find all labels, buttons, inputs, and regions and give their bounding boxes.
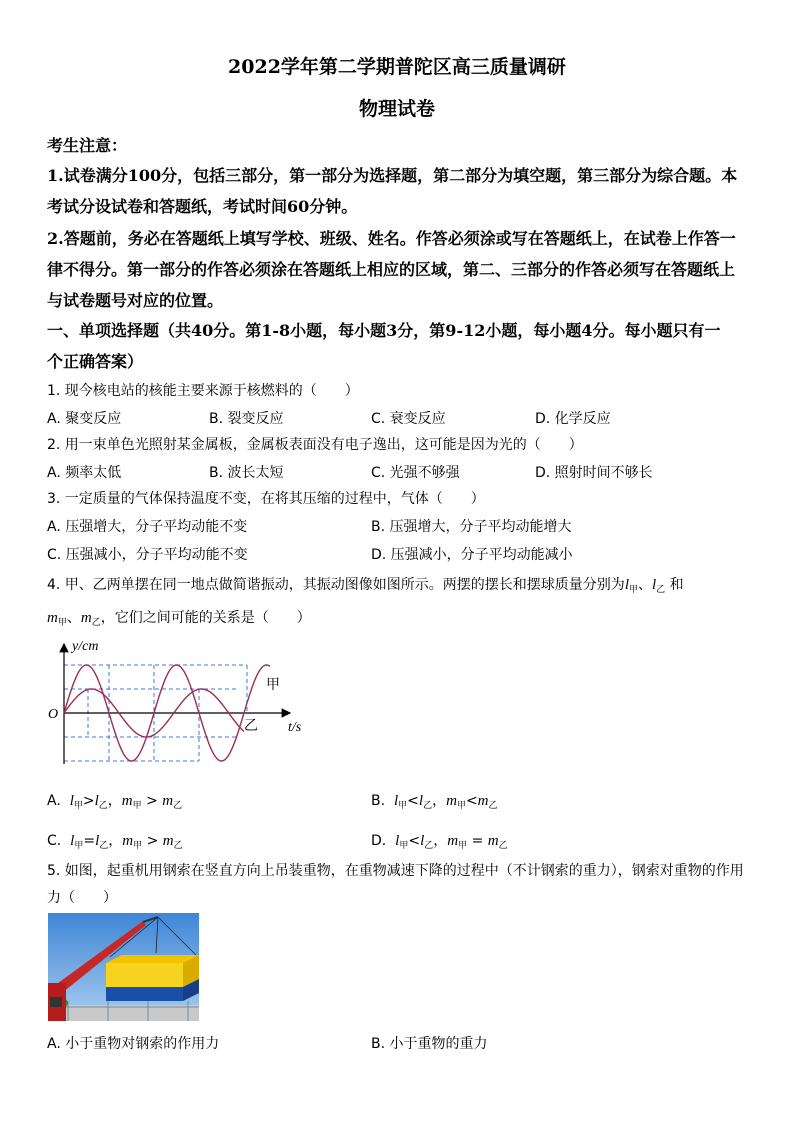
q5-option-b[interactable]: B. 小于重物的重力 bbox=[371, 1036, 488, 1052]
q4-option-c[interactable]: C. $l_甲=l_乙$，$m_甲 > m_乙$ bbox=[47, 833, 183, 851]
q3-option-b[interactable]: B. 压强增大，分子平均动能增大 bbox=[371, 519, 572, 535]
q4-option-d[interactable]: D. $l_甲<l_乙$，$m_甲 = m_乙$ bbox=[371, 833, 508, 851]
q1-option-b[interactable]: B. 裂变反应 bbox=[209, 411, 284, 427]
q1-option-c[interactable]: C. 衰变反应 bbox=[371, 411, 446, 427]
q3-option-d[interactable]: D. 压强减小，分子平均动能减小 bbox=[371, 547, 573, 563]
section1-line1: 一、单项选择题（共40分。第1-8小题，每小题3分，第9-12小题，每小题4分。每小题只有一 bbox=[47, 321, 721, 340]
q4-oscillation-graph bbox=[44, 634, 314, 774]
q4-stem-line1: 4. 甲、乙两单摆在同一地点做简谐振动，其振动图像如图所示。两摆的摆长和摆球质量分别为$l_甲$、$l_乙$ 和 bbox=[47, 577, 684, 595]
q2-stem: 2. 用一束单色光照射某金属板，金属板表面没有电子逸出，这可能是因为光的（ ） bbox=[47, 437, 583, 453]
notice-p1-line1: 1.试卷满分100分，包括三部分，第一部分为选择题，第二部分为填空题，第三部分为综合题。本 bbox=[47, 166, 738, 185]
section1-line2: 个正确答案） bbox=[47, 352, 144, 371]
q4-option-b[interactable]: B. $l_甲<l_乙$，$m_甲<m_乙$ bbox=[371, 793, 498, 811]
q1-option-d[interactable]: D. 化学反应 bbox=[535, 411, 611, 427]
y-axis-label: y/cm bbox=[72, 639, 99, 654]
q2-option-d[interactable]: D. 照射时间不够长 bbox=[535, 465, 653, 481]
q5-stem-line1: 5. 如图，起重机用钢索在竖直方向上吊装重物，在重物减速下降的过程中（不计钢索的重力），钢索对重物的作用 bbox=[47, 863, 744, 879]
q5-option-a[interactable]: A. 小于重物对钢索的作用力 bbox=[47, 1036, 220, 1052]
q2-option-a[interactable]: A. 频率太低 bbox=[47, 465, 122, 481]
q3-option-a[interactable]: A. 压强增大，分子平均动能不变 bbox=[47, 519, 248, 535]
q4-option-a[interactable]: A. $l_甲>l_乙$，$m_甲 > m_乙$ bbox=[47, 793, 183, 811]
origin-label: O bbox=[48, 707, 59, 722]
notice-p2-line2: 律不得分。第一部分的作答必须涂在答题纸上相应的区域，第二、三部分的作答必须写在答题纸上 bbox=[47, 260, 736, 279]
curve-yi-label: 乙 bbox=[244, 719, 258, 734]
q3-stem: 3. 一定质量的气体保持温度不变，在将其压缩的过程中，气体（ ） bbox=[47, 491, 485, 507]
page-subtitle: 物理试卷 bbox=[358, 98, 435, 120]
notice-p2-line1: 2.答题前，务必在答题纸上填写学校、班级、姓名。作答必须涂或写在答题纸上，在试卷上作答一 bbox=[47, 229, 736, 248]
crane-photo bbox=[48, 913, 199, 1021]
page-title: 2022学年第二学期普陀区高三质量调研 bbox=[228, 56, 566, 78]
q1-stem: 1. 现今核电站的核能主要来源于核燃料的（ ） bbox=[47, 383, 359, 399]
notice-p2-line3: 与试卷题号对应的位置。 bbox=[47, 291, 224, 310]
q2-option-c[interactable]: C. 光强不够强 bbox=[371, 465, 460, 481]
q5-stem-line2: 力（ ） bbox=[47, 890, 117, 906]
notice-heading: 考生注意： bbox=[47, 136, 128, 155]
q4-stem-line2: $m_甲$、$m_乙$，它们之间可能的关系是（ ） bbox=[47, 610, 311, 628]
q3-option-c[interactable]: C. 压强减小，分子平均动能不变 bbox=[47, 547, 248, 563]
curve-jia-label: 甲 bbox=[266, 678, 280, 693]
notice-p1-line2: 考试分设试卷和答题纸，考试时间60分钟。 bbox=[47, 197, 358, 216]
x-axis-label: t/s bbox=[288, 720, 302, 735]
q2-option-b[interactable]: B. 波长太短 bbox=[209, 465, 284, 481]
q1-option-a[interactable]: A. 聚变反应 bbox=[47, 411, 122, 427]
